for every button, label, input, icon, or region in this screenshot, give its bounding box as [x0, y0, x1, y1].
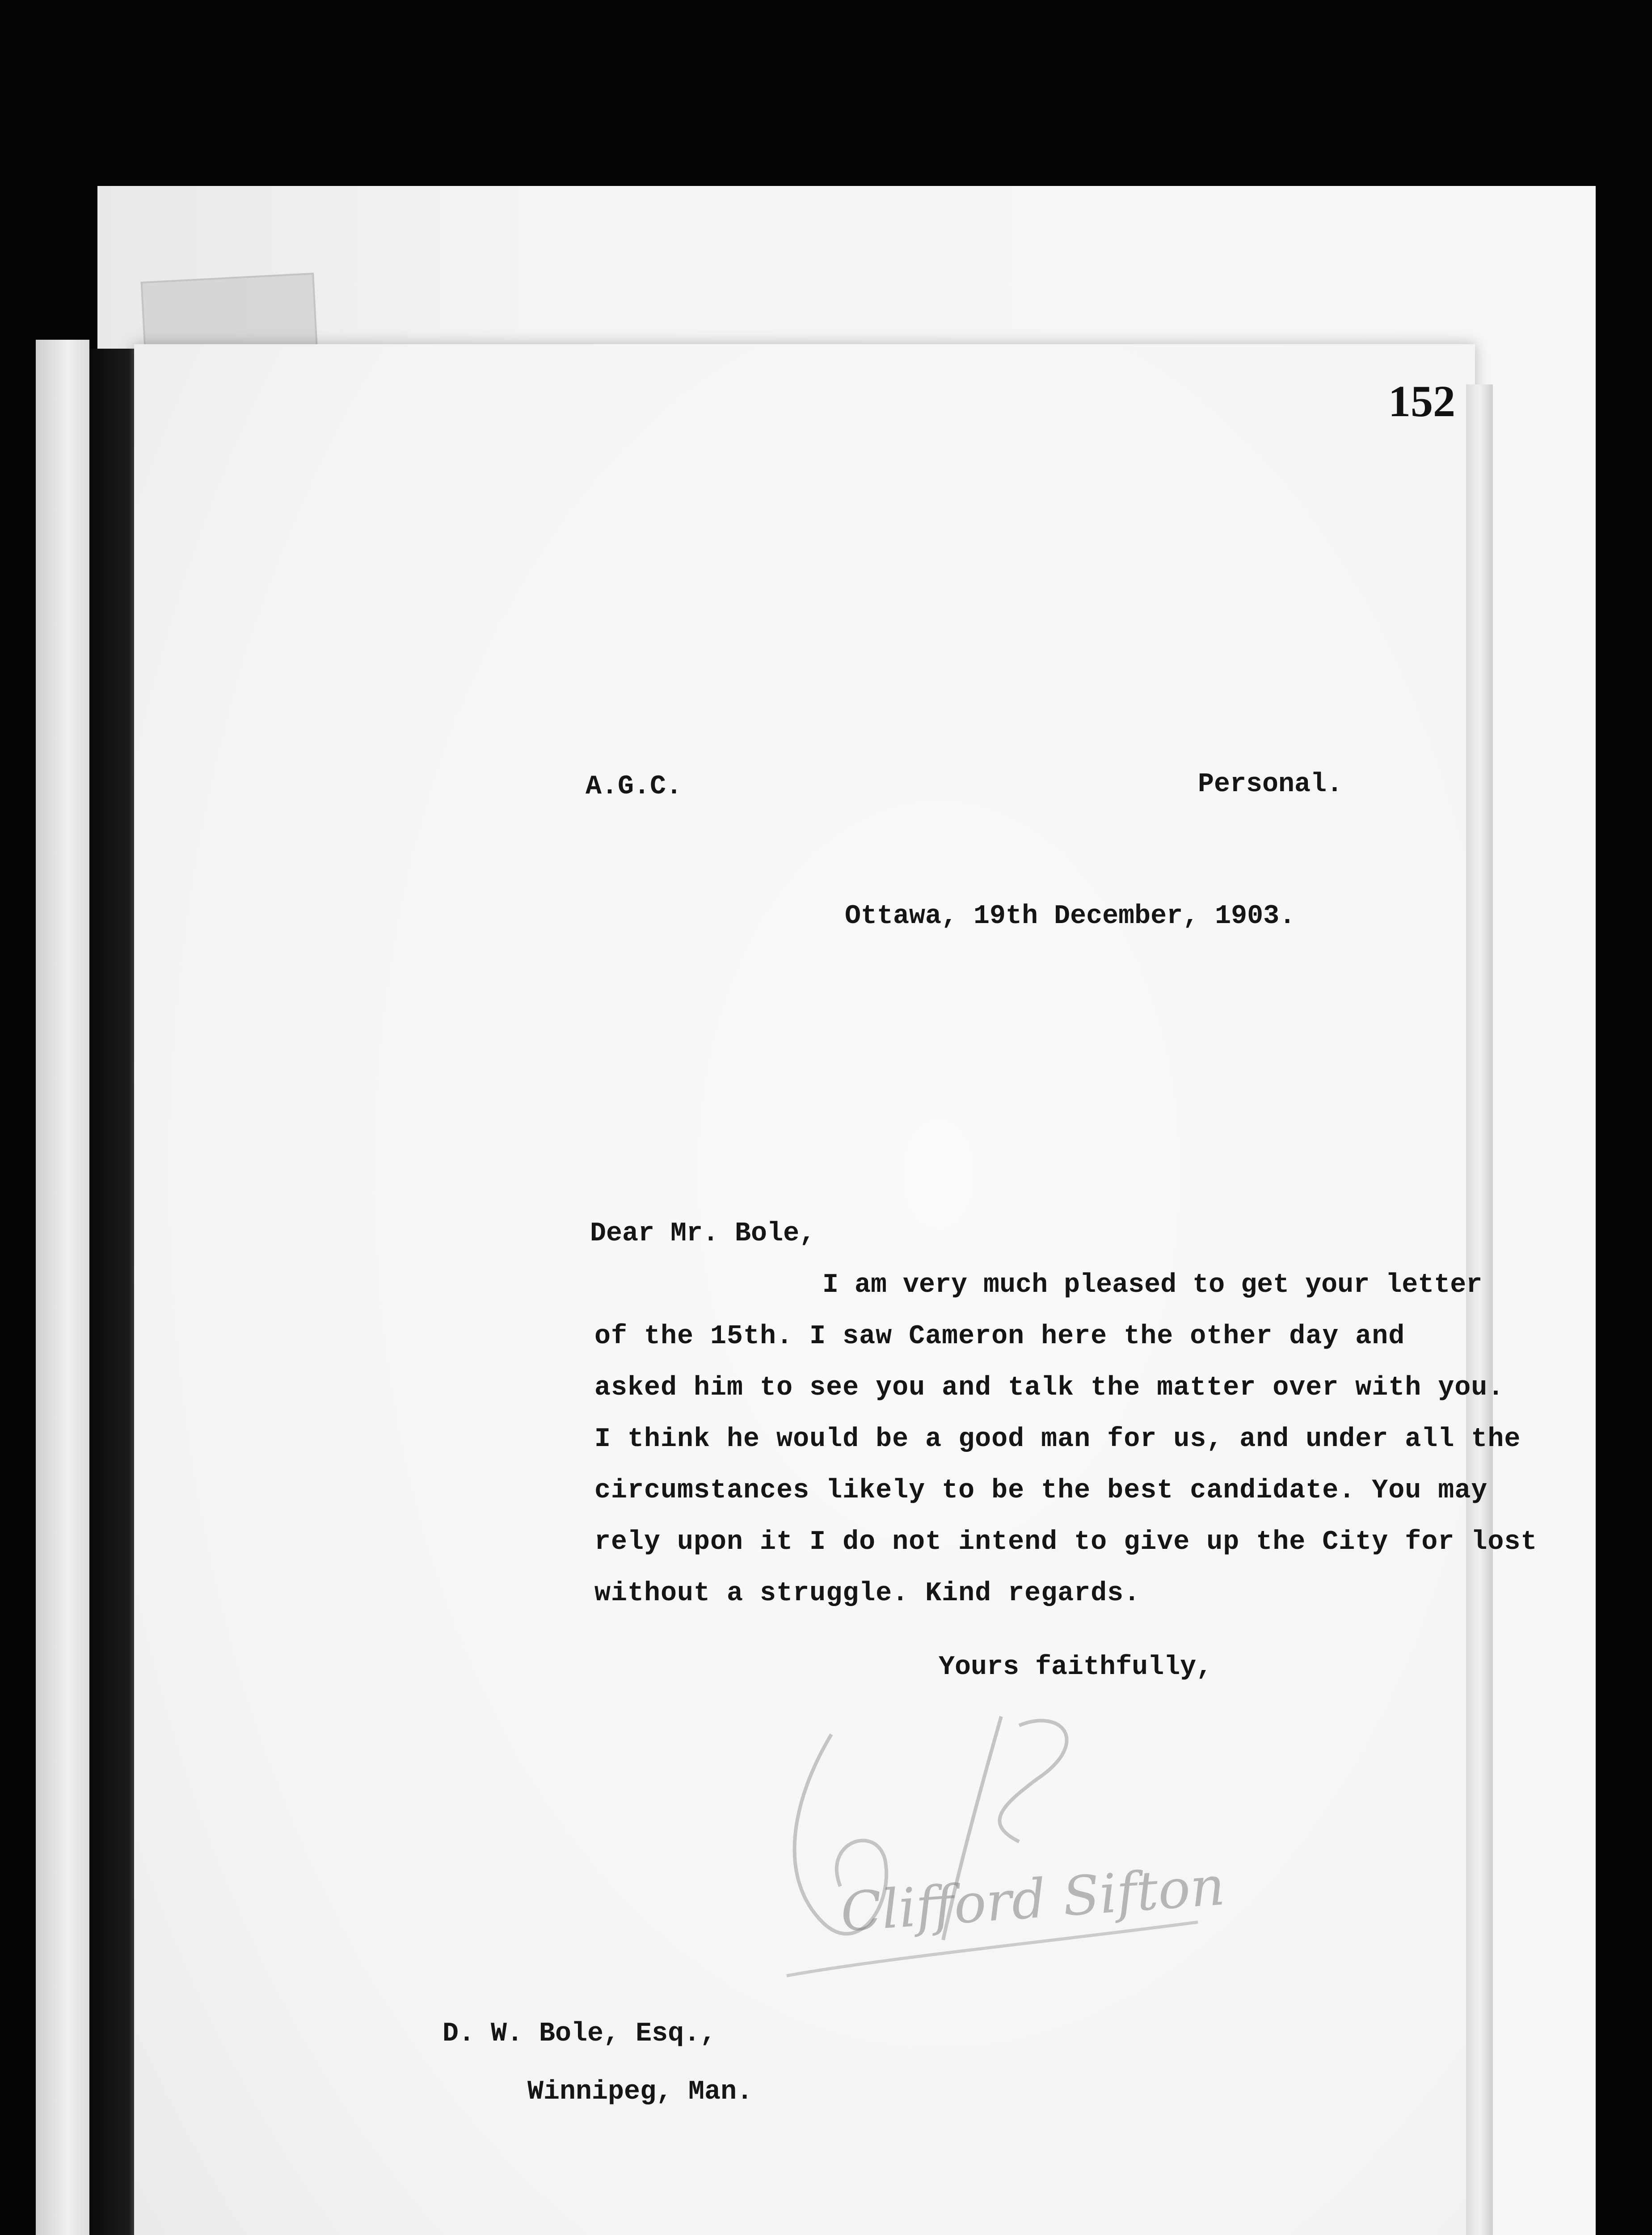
signature: Clifford Sifton — [839, 1855, 1227, 1944]
header-classification: Personal. — [1198, 769, 1343, 800]
addressee-name: D. W. Bole, Esq., — [442, 2019, 716, 2049]
addressee-city: Winnipeg, Man. — [527, 2077, 753, 2107]
salutation: Dear Mr. Bole, — [590, 1219, 816, 1249]
body-line: rely upon it I do not intend to give up the City for lost — [594, 1527, 1538, 1557]
body-line: of the 15th. I saw Cameron here the other day and — [594, 1321, 1405, 1352]
body-line: I think he would be a good man for us, and under all the — [594, 1424, 1521, 1455]
left-paper-edge — [36, 340, 89, 2235]
body-line: without a struggle. Kind regards. — [594, 1578, 1141, 1609]
body-line: circumstances likely to be the best candidate. You may — [594, 1476, 1488, 1506]
signature-flourish — [751, 1690, 1234, 2003]
dateline: Ottawa, 19th December, 1903. — [845, 901, 1296, 932]
header-initials: A.G.C. — [586, 772, 683, 802]
body-line: asked him to see you and talk the matter over with you. — [594, 1373, 1504, 1403]
closing: Yours faithfully, — [939, 1652, 1213, 1683]
page-curl — [1466, 384, 1493, 2235]
body-line: I am very much pleased to get your letter — [822, 1270, 1483, 1300]
page-number: 152 — [1388, 376, 1455, 426]
